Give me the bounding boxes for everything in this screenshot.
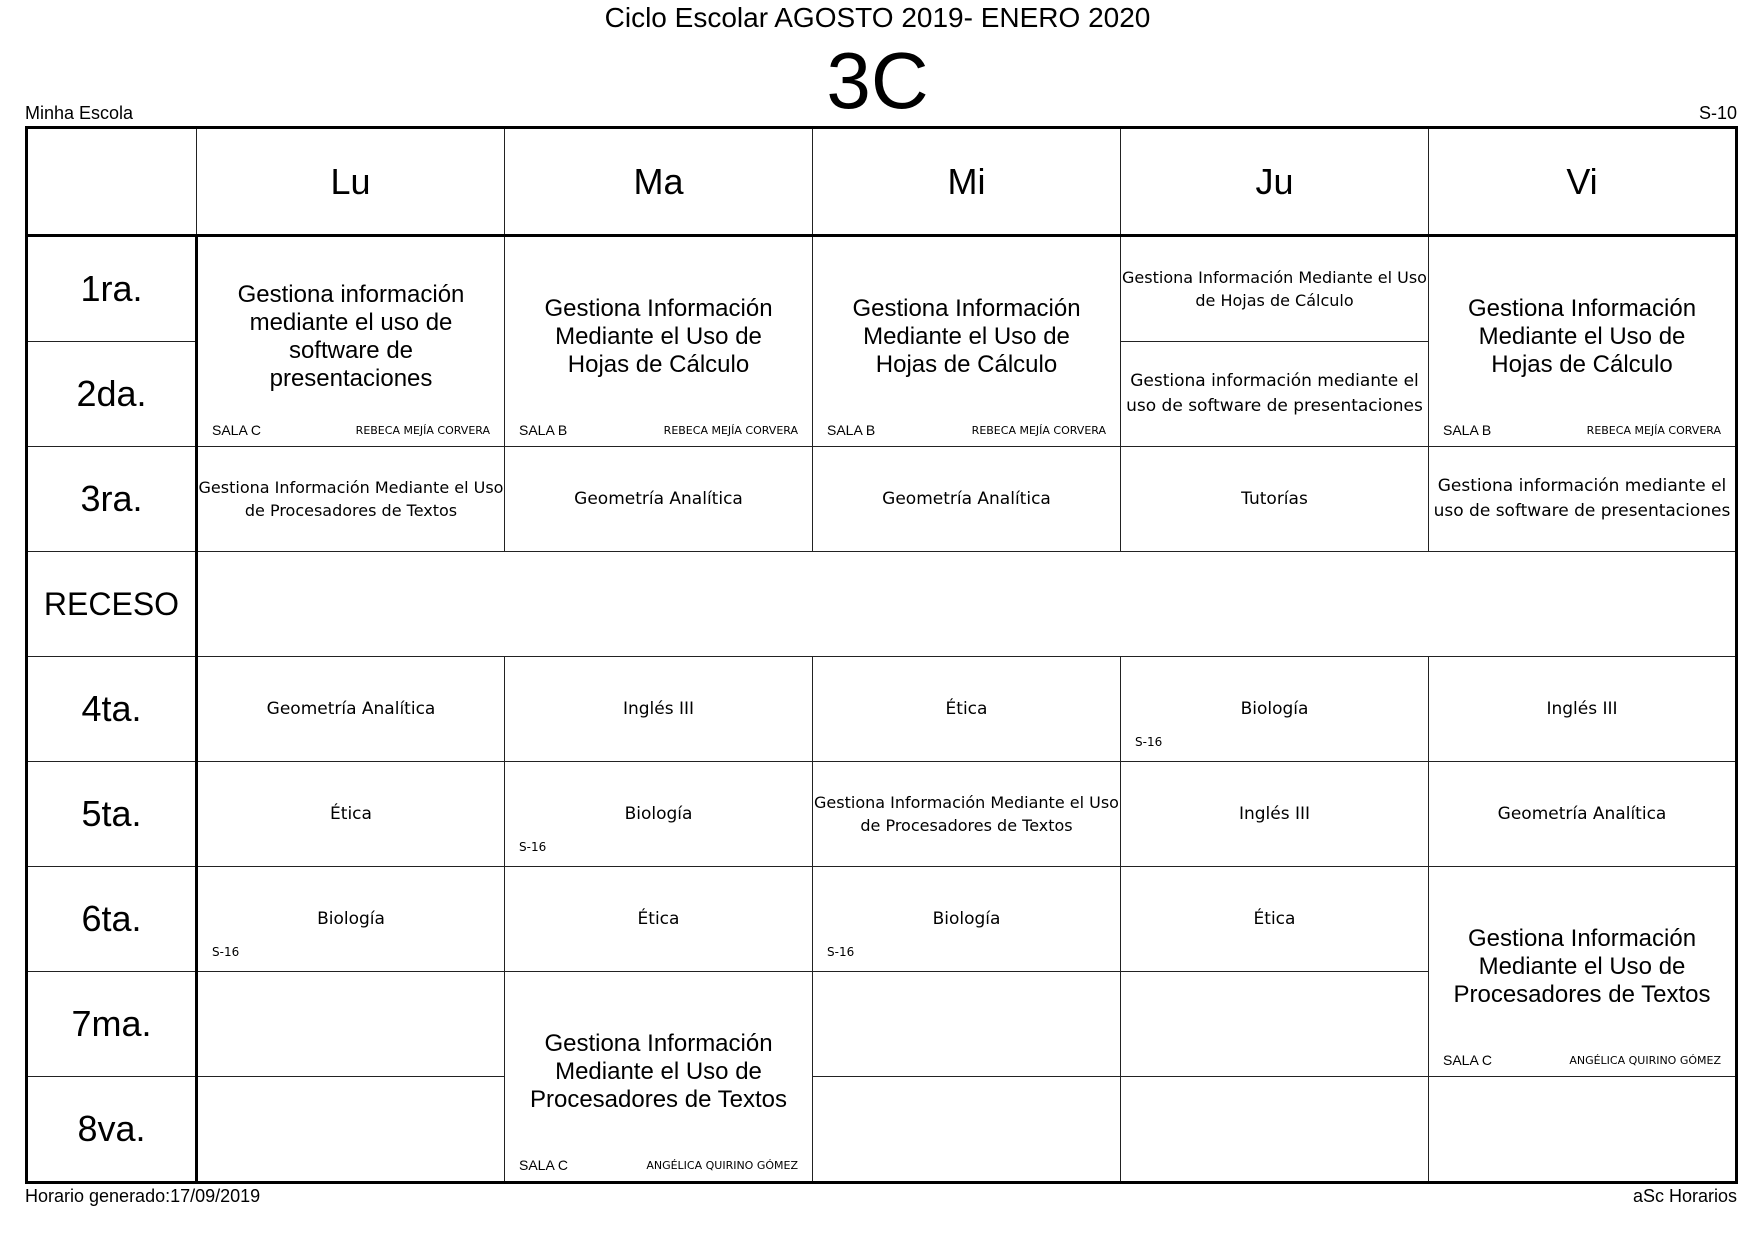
lesson-cell: [813, 657, 1121, 762]
empty-cell: [813, 972, 1121, 1077]
lesson-subject: Geometría Analítica: [1497, 803, 1667, 824]
lesson-cell: [197, 657, 505, 762]
lesson-subject: Ética: [330, 803, 372, 824]
lesson-subject: Gestiona información mediante el uso de software de presentaciones: [237, 280, 465, 392]
lesson-subject: Gestiona información mediante el uso de software de presentaciones: [1126, 371, 1423, 416]
lesson-room: SALA C: [212, 422, 262, 438]
day-header-lu: Lu: [197, 128, 505, 236]
lesson-cell: [1429, 447, 1737, 552]
lesson-cell: [1429, 657, 1737, 762]
lesson-cell: [197, 447, 505, 552]
lesson-cell: [1121, 657, 1429, 762]
empty-cell: [813, 1077, 1121, 1183]
lesson-subject: Biología: [317, 908, 385, 929]
lesson-cell: [1121, 867, 1429, 972]
lesson-room-tag: S-16: [1135, 735, 1163, 749]
empty-cell: [1121, 1077, 1429, 1183]
lesson-subject: Ética: [637, 908, 680, 929]
lesson-subject: Biología: [932, 908, 1001, 929]
lesson-teacher: REBECA MEJÍA CORVERA: [1586, 424, 1721, 437]
lesson-cell: [813, 447, 1121, 552]
lesson-subject: Gestiona Información Mediante el Uso de Hojas de Cálculo: [544, 294, 773, 378]
lesson-subject: Biología: [624, 803, 693, 824]
period-label: 5ta.: [27, 762, 197, 867]
lesson-teacher: ANGÉLICA QUIRINO GÓMEZ: [1569, 1054, 1721, 1067]
lesson-cell: [1121, 342, 1429, 447]
period-label: 4ta.: [27, 657, 197, 762]
lesson-cell: [505, 972, 813, 1183]
lesson-cell: [1429, 867, 1737, 1077]
lesson-subject: Biología: [1240, 698, 1309, 719]
lesson-teacher: REBECA MEJÍA CORVERA: [355, 424, 490, 437]
lesson-room: SALA B: [519, 422, 568, 438]
lesson-subject: Gestiona Información Mediante el Uso de Procesadores de Textos: [198, 478, 504, 520]
lesson-subject: Gestiona Información Mediante el Uso de Procesadores de Textos: [814, 793, 1119, 835]
lesson-room: SALA B: [1443, 422, 1492, 438]
period-row-4: [27, 657, 1737, 762]
lesson-subject: Gestiona Información Mediante el Uso de Hojas de Cálculo: [1467, 294, 1697, 378]
lesson-subject: Ética: [945, 698, 988, 719]
period-label: 6ta.: [27, 867, 197, 972]
lesson-cell: [1121, 762, 1429, 867]
lesson-cell: [813, 762, 1121, 867]
generated-date: Horario generado:17/09/2019: [25, 1186, 261, 1206]
recess-cell: [197, 552, 1737, 657]
lesson-cell: [197, 867, 505, 972]
lesson-subject: Gestiona Información Mediante el Uso de Hojas de Cálculo: [852, 294, 1081, 378]
lesson-subject: Inglés III: [622, 698, 695, 719]
period-label: 1ra.: [27, 236, 197, 342]
day-header-ju: Ju: [1121, 128, 1429, 236]
empty-cell: [197, 1077, 505, 1183]
lesson-cell: [813, 236, 1121, 447]
lesson-cell: [505, 762, 813, 867]
lesson-subject: Geometría Analítica: [266, 698, 436, 719]
lesson-room: SALA C: [1443, 1052, 1493, 1068]
software-brand: aSc Horarios: [1632, 1186, 1737, 1206]
period-label: 8va.: [27, 1077, 197, 1183]
lesson-cell: [813, 867, 1121, 972]
lesson-teacher: ANGÉLICA QUIRINO GÓMEZ: [646, 1159, 798, 1172]
period-label: 2da.: [27, 342, 197, 447]
group-title: 3C: [826, 36, 929, 125]
period-row-3: [27, 447, 1737, 552]
lesson-subject: Inglés III: [1546, 698, 1618, 719]
lesson-teacher: REBECA MEJÍA CORVERA: [971, 424, 1106, 437]
period-row-8: [27, 1077, 1737, 1183]
recess-row: [27, 552, 1737, 657]
empty-cell: [1429, 1077, 1737, 1183]
lesson-subject: Gestiona Información Mediante el Uso de Procesadores de Textos: [529, 1029, 788, 1113]
lesson-subject: Tutorías: [1241, 488, 1308, 509]
day-header-row: [27, 128, 1737, 236]
lesson-subject: Gestiona Información Mediante el Uso de Hojas de Cálculo: [1122, 268, 1427, 310]
lesson-subject: Gestiona información mediante el uso de software de presentaciones: [1433, 476, 1731, 521]
lesson-subject: Geometría Analítica: [882, 488, 1051, 509]
lesson-teacher: REBECA MEJÍA CORVERA: [663, 424, 798, 437]
lesson-cell: [505, 447, 813, 552]
school-cycle-title: Ciclo Escolar AGOSTO 2019- ENERO 2020: [604, 2, 1151, 33]
lesson-subject: Ética: [1253, 908, 1296, 929]
empty-cell: [1121, 972, 1429, 1077]
period-row-5: [27, 762, 1737, 867]
period-label: 3ra.: [27, 447, 197, 552]
empty-cell: [197, 972, 505, 1077]
lesson-room: SALA B: [827, 422, 876, 438]
lesson-cell: [197, 236, 505, 447]
lesson-room-tag: S-16: [519, 840, 547, 854]
lesson-room-tag: S-16: [212, 945, 240, 959]
lesson-cell: [505, 657, 813, 762]
period-row-1: [27, 236, 1737, 342]
lesson-subject: Gestiona Información Mediante el Uso de Procesadores de Textos: [1453, 924, 1711, 1008]
lesson-subject: Geometría Analítica: [574, 488, 743, 509]
lesson-room: SALA C: [519, 1157, 569, 1173]
period-label: RECESO: [27, 552, 197, 657]
day-header-mi: Mi: [813, 128, 1121, 236]
lesson-cell: [1429, 762, 1737, 867]
lesson-cell: [505, 236, 813, 447]
school-name: Minha Escola: [25, 103, 134, 123]
day-header-vi: Vi: [1429, 128, 1737, 236]
lesson-cell: [197, 762, 505, 867]
corner-cell: [27, 128, 197, 236]
lesson-cell: [1429, 236, 1737, 447]
homeroom-code: S-10: [1698, 103, 1737, 123]
period-row-6: [27, 867, 1737, 972]
lesson-subject: Inglés III: [1238, 803, 1311, 824]
lesson-cell: [1121, 447, 1429, 552]
lesson-room-tag: S-16: [827, 945, 855, 959]
lesson-cell: [1121, 236, 1429, 342]
timetable: [25, 126, 1738, 1184]
lesson-cell: [505, 867, 813, 972]
period-label: 7ma.: [27, 972, 197, 1077]
day-header-ma: Ma: [505, 128, 813, 236]
